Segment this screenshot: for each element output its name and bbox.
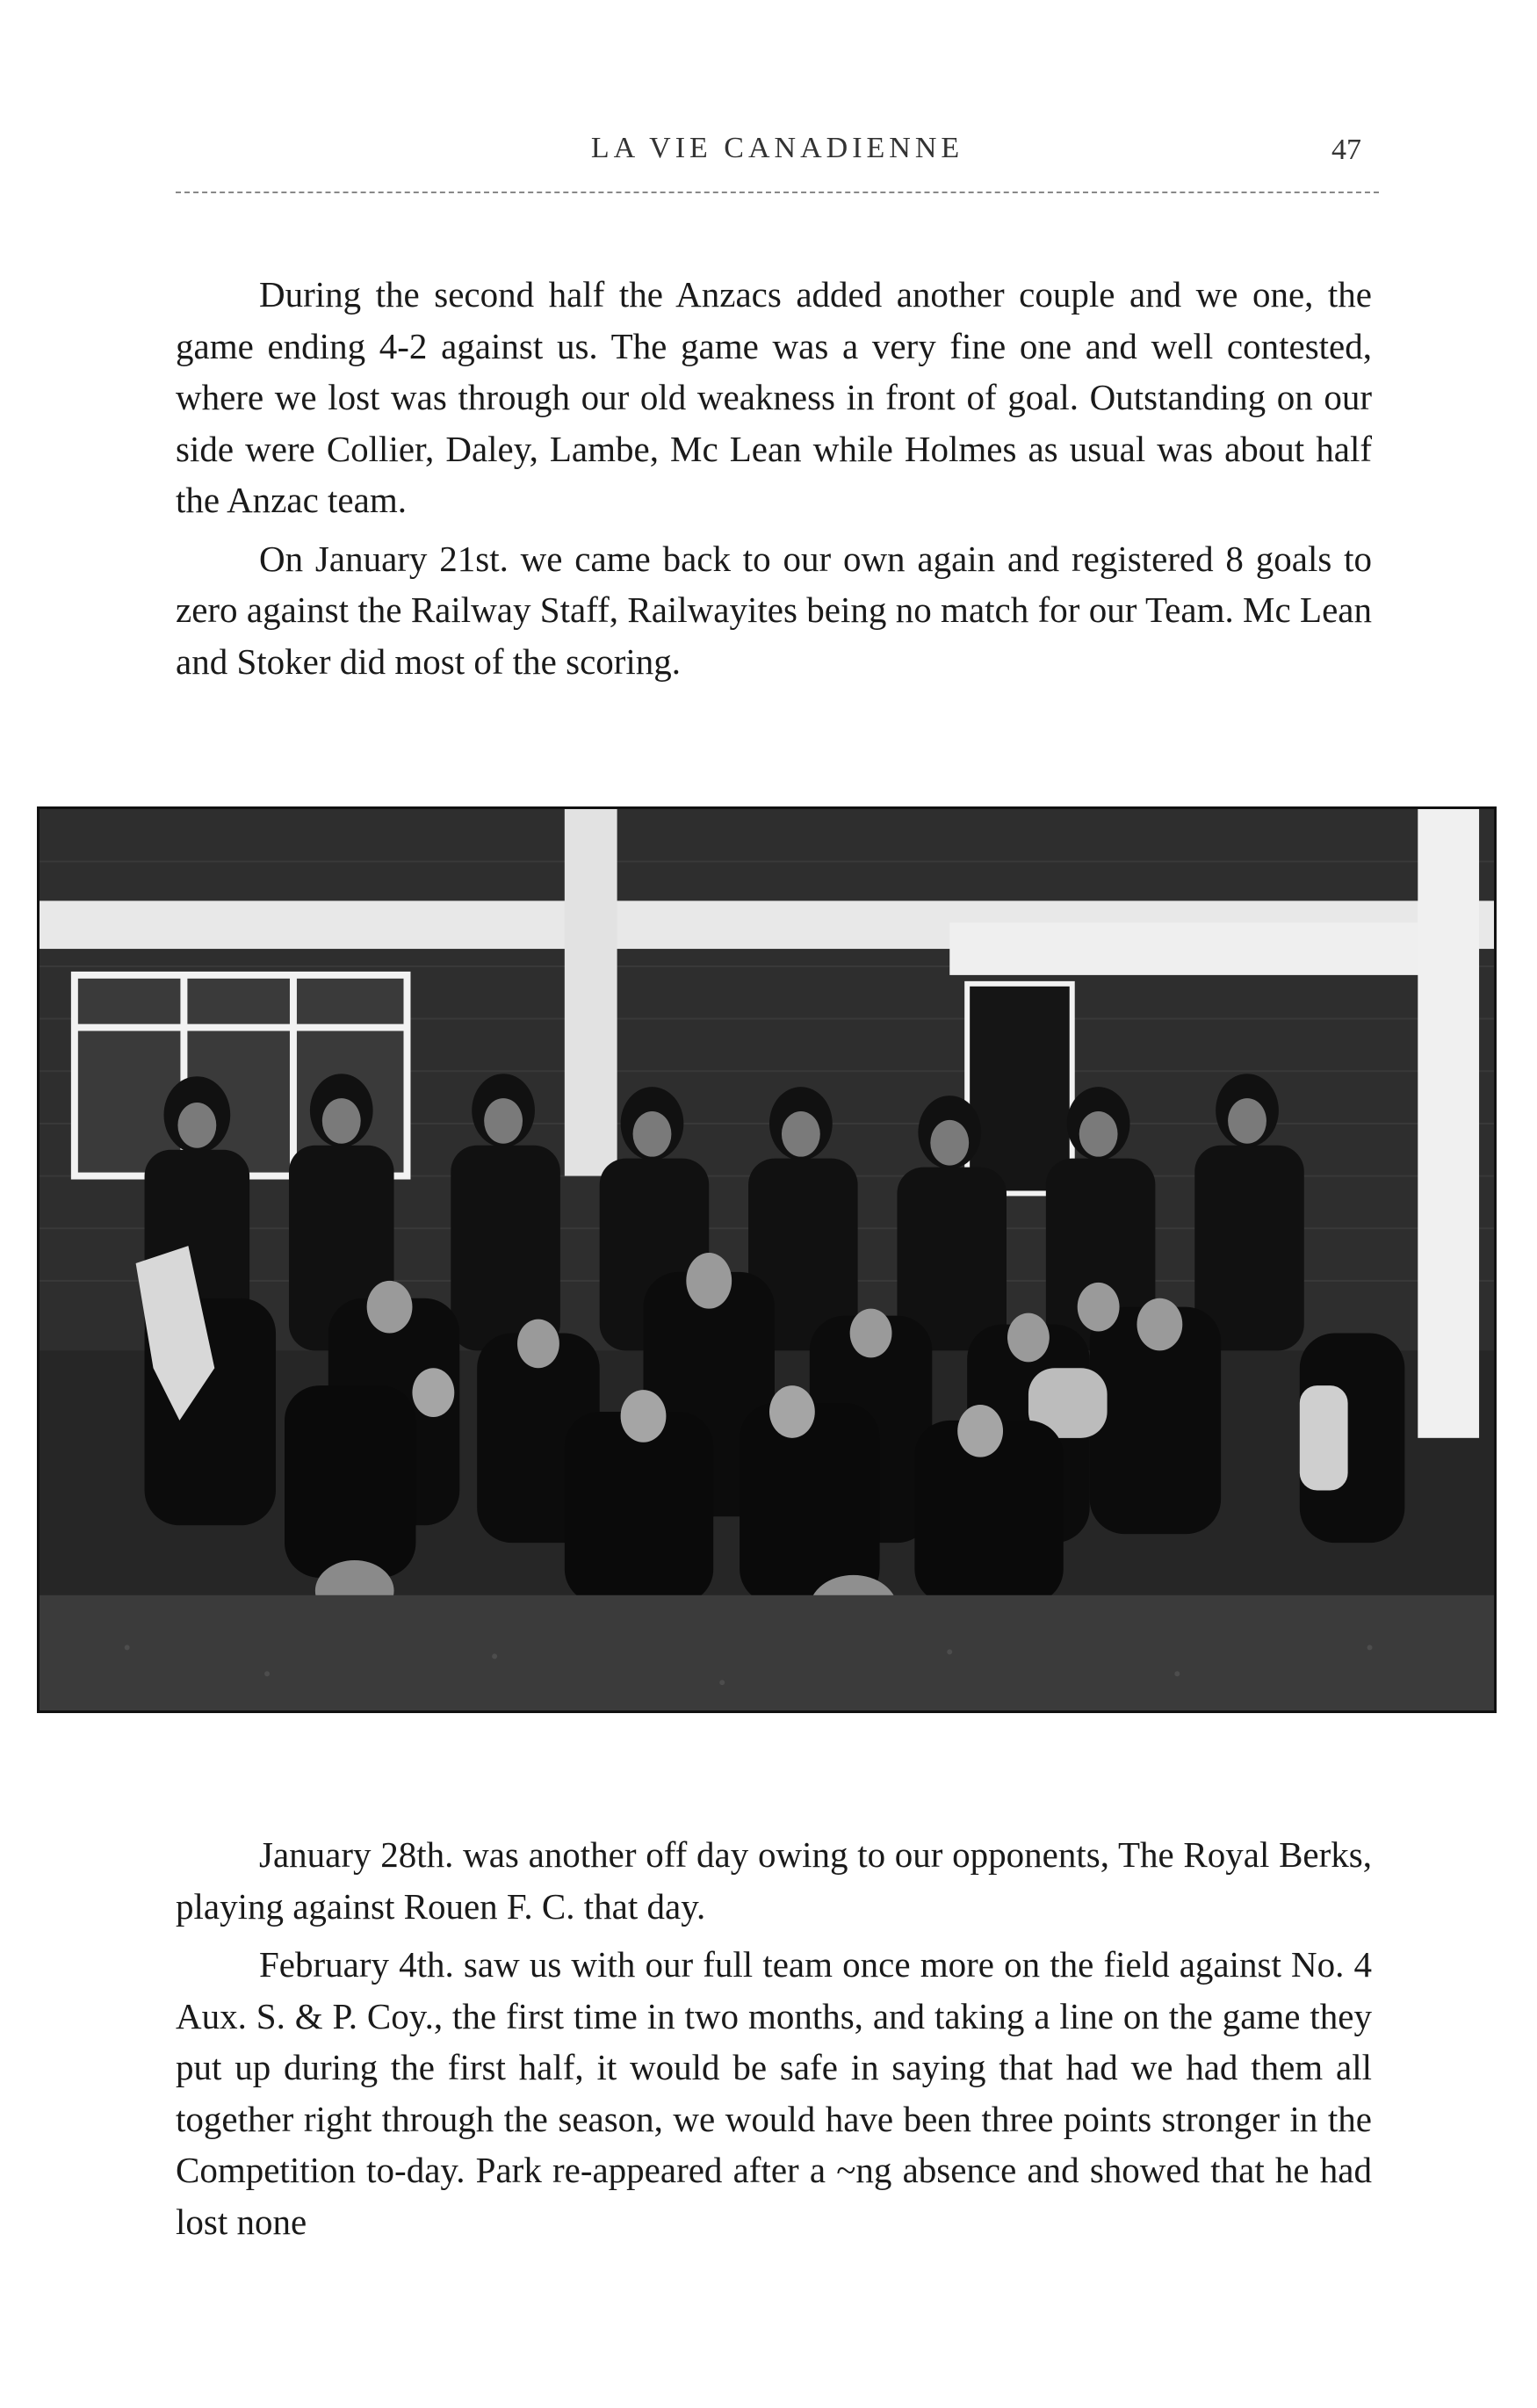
page-header <box>176 132 1379 167</box>
article-text-bottom <box>176 1829 1372 2254</box>
article-text-top <box>176 269 1372 694</box>
paragraph: During the second half the Anzacs added another couple and we one, the game ending 4-2 against us. The game was a very fine one and well contested, where we lost was through our old weakness in front of goal. Outstanding on our side were Collier, Daley, Lambe, Mc Lean while Holmes as usual was about half the Anzac team. <box>176 274 1372 520</box>
paragraph: February 4th. saw us with our full team once more on the field against No. 4 Aux. S. & P. Coy., the first time in two months, and taking a line on the game they put up during the first half, it would be safe in saying that had we had them all together right through the season, we would have been three points stronger in the Competition to-day. Park re-appeared after a ~ng absence and showed that he had lost none <box>176 1944 1372 2242</box>
page-number: 47 <box>1331 134 1361 166</box>
team-photograph <box>37 806 1497 1713</box>
team-photo-illustration <box>40 809 1494 1710</box>
paragraph: On January 21st. we came back to our own again and registered 8 goals to zero against the Railway Staff, Railwayites being no match for our Team. Mc Lean and Stoker did most of the scoring. <box>176 538 1372 682</box>
running-title: LA VIE CANADIENNE <box>590 132 964 164</box>
header-rule <box>176 192 1379 193</box>
paragraph: January 28th. was another off day owing to our opponents, The Royal Berks, playing against Rouen F. C. that day. <box>176 1834 1372 1927</box>
